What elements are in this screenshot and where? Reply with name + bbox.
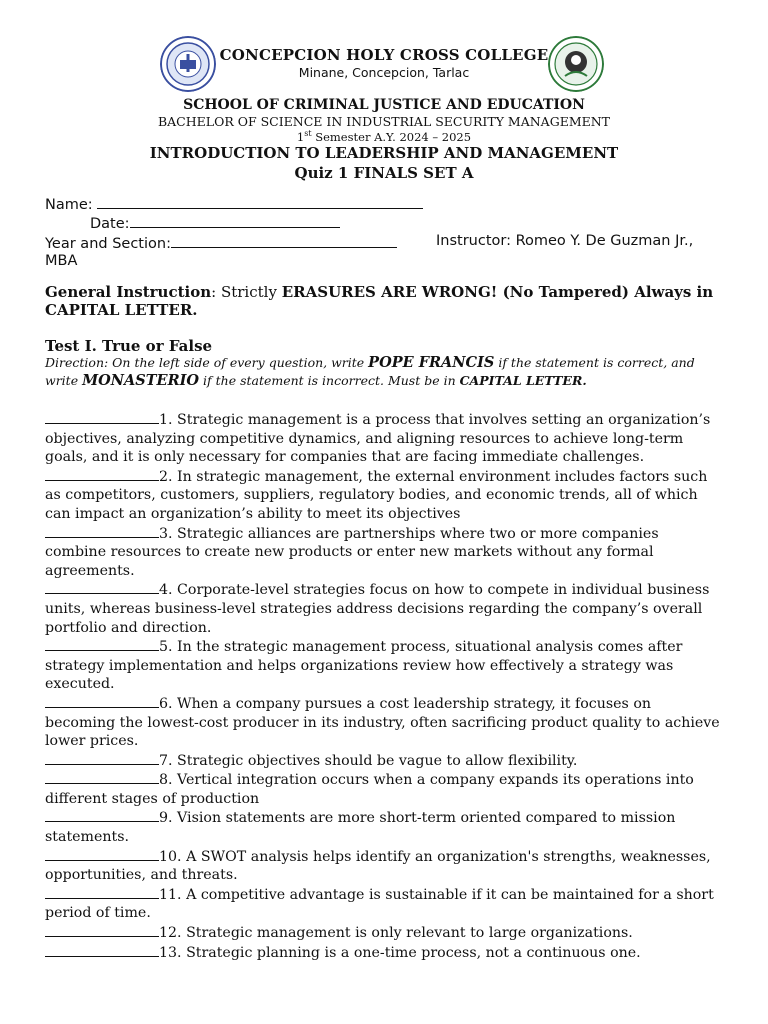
question-item: 11. A competitive advantage is sustainable if it can be maintained for a short period of time.: [45, 886, 714, 922]
college-name: CONCEPCION HOLY CROSS COLLEGE: [219, 46, 549, 64]
question-item: 3. Strategic alliances are partnerships where two or more companies combine resources to create new products or enter new markets without any formal agreements.: [45, 525, 659, 579]
name-blank[interactable]: [97, 194, 423, 209]
question-list: [45, 410, 721, 962]
instructor-suffix: MBA: [45, 253, 78, 269]
college-address: Minane, Concepcion, Tarlac: [298, 65, 470, 80]
instructor-name: Instructor: Romeo Y. De Guzman Jr.,: [436, 233, 694, 249]
school-name: SCHOOL OF CRIMINAL JUSTICE AND EDUCATION: [183, 97, 585, 113]
question-item: 13. Strategic planning is a one-time process, not a continuous one.: [45, 943, 721, 963]
test-direction: Direction: On the left side of every question, write POPE FRANCIS if the statement is correct, and write MONASTERIO if the statement is incorrect. Must be in CAPITAL LETTER.: [45, 354, 695, 389]
answer-blank[interactable]: [45, 923, 159, 937]
question-item: 7. Strategic objectives should be vague to allow flexibility.: [45, 751, 721, 771]
name-label: Name:: [45, 197, 98, 213]
college-seal-icon: [160, 36, 216, 92]
answer-blank[interactable]: [45, 467, 159, 481]
program-name: BACHELOR OF SCIENCE IN INDUSTRIAL SECURITY MANAGEMENT: [157, 114, 611, 129]
year-section-label: Year and Section:: [45, 236, 171, 252]
answer-blank[interactable]: [45, 694, 159, 708]
question-item: 6. When a company pursues a cost leadership strategy, it focuses on becoming the lowest-cost producer in its industry, often sacrificing product quality to achieve lower prices.: [45, 695, 720, 750]
name-field[interactable]: [45, 194, 423, 213]
question-item: 2. In strategic management, the external environment includes factors such as competitors, customers, suppliers, regulatory bodies, and economic trends, all of which can impact an organization’s ability to meet its objectives: [45, 468, 708, 522]
course-title: INTRODUCTION TO LEADERSHIP AND MANAGEMENT: [149, 144, 619, 162]
answer-blank[interactable]: [45, 637, 159, 651]
answer-blank[interactable]: [45, 770, 159, 784]
question-item: 8. Vertical integration occurs when a company expands its operations into different stages of production: [45, 772, 694, 807]
answer-blank[interactable]: [45, 524, 159, 538]
answer-blank[interactable]: [45, 580, 159, 594]
semester-line: 1st Semester A.Y. 2024 – 2025: [296, 129, 472, 144]
date-label: Date:: [90, 216, 130, 232]
answer-blank[interactable]: [45, 410, 159, 424]
question-item: 4. Corporate-level strategies focus on how to compete in individual business units, whereas business-level strategies address decisions regarding the company’s overall portfolio and direction.: [45, 582, 710, 636]
test-title: Test I. True or False: [45, 337, 213, 355]
answer-blank[interactable]: [45, 885, 159, 899]
question-item: 12. Strategic management is only relevant to large organizations.: [45, 923, 721, 943]
question-item: 1. Strategic management is a process that involves setting an organization’s objectives, analyzing competitive dynamics, and aligning resources to achieve long-term goals, and it is only necessary for companies that are facing immediate challenges.: [45, 412, 711, 466]
question-item: 10. A SWOT analysis helps identify an organization's strengths, weaknesses, opportunities, and threats.: [45, 848, 711, 884]
answer-blank[interactable]: [45, 847, 159, 861]
date-field[interactable]: [90, 213, 340, 232]
quiz-title: Quiz 1 FINALS SET A: [294, 164, 474, 182]
general-instruction: General Instruction: Strictly ERASURES ARE WRONG! (No Tampered) Always in CAPITAL LETTER.: [45, 283, 714, 319]
question-item: 9. Vision statements are more short-term oriented compared to mission statements.: [45, 810, 676, 846]
answer-blank[interactable]: [45, 943, 159, 957]
date-blank[interactable]: [130, 213, 340, 228]
question-item: 5. In the strategic management process, situational analysis comes after strategy implementation and helps organizations review how effectively a strategy was executed.: [45, 639, 683, 693]
answer-blank[interactable]: [45, 751, 159, 765]
year-section-blank[interactable]: [171, 233, 397, 248]
year-section-field[interactable]: [45, 233, 725, 252]
answer-blank[interactable]: [45, 808, 159, 822]
security-management-seal-icon: [548, 36, 604, 92]
